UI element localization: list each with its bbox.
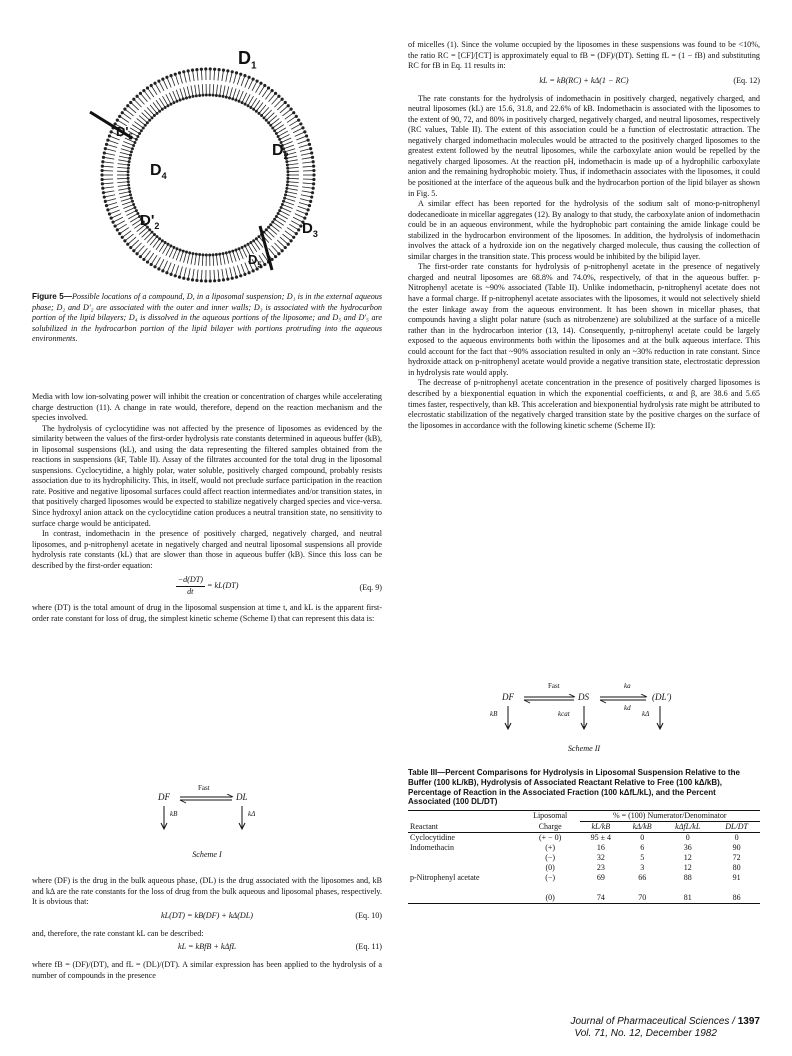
table-cell-c1: 32 — [596, 853, 605, 863]
table-cell-c3: 36 — [683, 843, 692, 853]
table-cell-c2: 66 — [638, 873, 647, 883]
table-cell-c3: 12 — [683, 853, 692, 863]
label-d2: $D_2$ — [272, 142, 289, 162]
left-paragraph-6: and, therefore, the rate constant kL can be described: — [32, 928, 204, 938]
scheme-1: Fast DF DL kB kΔ — [140, 784, 300, 844]
right-column — [408, 40, 760, 431]
left-column-lower — [32, 876, 382, 981]
table-cell-reactant — [408, 893, 521, 904]
scheme-1-caption: Scheme I — [192, 850, 222, 859]
left-paragraph-3: In contrast, indomethacin in the presence of positively charged, negatively charged, and neutral liposomes, and p-nitrophenyl acetate in negatively charged and neutral liposomal suspensions all provide hydrolysis rate constants (kL) that are slower than those in aqueous buffer (kB). Since this loss can be described by the first-order equation: — [32, 529, 382, 570]
table-cell-charge: (+ − 0) — [538, 833, 562, 843]
right-paragraph-2: The rate constants for the hydrolysis of indomethacin in positively charged, negatively charged, and neutral liposomes (kL) are 15.6, 31.8, and 22.6% of kB. Indomethacin is associated with the liposomes to the extent of 90, 72, and 80% in positively charged, negatively charged, and neutral liposomes, respectively (RC values, Table II). The extent of this association could be a function of electrostatic attraction. The negatively charged indomethacin molecules would be attracted to the positively charged liposomes to the greatest extent followed by the neutral liposomes, while the carboxylate anion would be repelled by the negatively charged liposomes. At the reaction pH, indomethacin is made up of a hydrophilic carboxylate anion and the remaining hydrophobic moiety. Thus, if indomethacin associates with the liposomes, it could be positioned at the interface of the aqueous bulk and the hydrocarbon portion of the lipid bilayer as shown in Fig. 5. — [408, 93, 760, 198]
table-cell-c3: 12 — [683, 863, 692, 873]
left-paragraph-5: where (DF) is the drug in the bulk aqueous phase, (DL) is the drug associated with the liposomes and, kB and kΔ are the rate constants for the loss of drug from the bulk aqueous and liposomal phases, respectively. It is obvious that: — [32, 876, 382, 907]
equation-10: kL(DT) = kB(DF) + kΔ(DL) (Eq. 10) — [161, 910, 382, 920]
journal-footer — [570, 1016, 760, 1040]
right-paragraph-5: The decrease of p-nitrophenyl acetate concentration in the presence of positively charged liposomes is described by a biexponential equation in which the exponential coefficients, α and β, are 38.6 and 5.65 times faster, respectively, than kB. This acceleration and biexponential hydrolysis rate might be attributed to elecrostatic stabilization of the negatively charged transition state by the positive charges on the surface of the liposomes in accordance with the following kinetic scheme (Scheme II): — [408, 378, 760, 430]
table-cell-c3: 88 — [683, 873, 692, 883]
header-kd-kb: kΔ/kB — [622, 822, 662, 833]
label-d2-prime: $D'_2$ — [140, 212, 160, 231]
table-cell-c2: 70 — [638, 893, 647, 903]
equation-11: kL = kBfB + kΔfL (Eq. 11) — [177, 942, 382, 952]
table-cell-charge: (0) — [545, 863, 555, 873]
header-charge-2: Charge — [521, 822, 580, 833]
table-cell-c2: 5 — [640, 853, 645, 863]
header-reactant: Reactant — [408, 811, 521, 833]
header-kl-kb: kL/kB — [580, 822, 623, 833]
label-d3: $D_3$ — [302, 220, 318, 239]
table-row — [408, 873, 760, 893]
header-kdfl-kl: kΔfL/kL — [662, 822, 713, 833]
table-cell-reactant — [408, 863, 521, 873]
volume-info: Vol. 71, No. 12, December 1982 — [574, 1028, 717, 1039]
label-d5: $D_5$ — [248, 252, 262, 270]
right-paragraph-3: A similar effect has been reported for the hydrolysis of the sodium salt of mono-p-nitrophenyl dodecanedioate in micellar aggregates (12). By analogy to that study, the carboxylate anion of indomethacin could be in an aqueous environment, while the hydrophobic part containing the amide linkage could be stabilized in the hydrocarbon environment of the liposomes. In addition, the hydrolysis of indomethacin involves the attack of a hydroxide ion on the negatively charged molecule, thus causing the collection of similar charges in the transition state. This process would be inhibited by the bilipid layer. — [408, 199, 760, 261]
table-3 — [408, 768, 760, 904]
table-cell-c4: 80 — [732, 863, 741, 873]
label-d1: $D_1$ — [238, 48, 257, 72]
table-cell-charge: (−) — [545, 873, 556, 883]
left-paragraph-7: where fB = (DF)/(DT), and fL = (DL)/(DT). A similar expression has been applied to the hydrolysis of a number of compounds in the presence — [32, 960, 382, 980]
header-charge-1: Liposomal — [533, 811, 568, 821]
table-cell-c1: 69 — [596, 873, 605, 883]
journal-name: Journal of Pharmaceutical Sciences / — [570, 1016, 735, 1027]
left-paragraph-2: The hydrolysis of cyclocytidine was not affected by the presence of liposomes as evidenced by the similarity between the values of the first-order hydrolysis rate constants determined in aqueous buffer (kB), in liposomal suspensions (kL), and using the data representing the filtered samples obtained from the reactions in suspensions (kF, Table II). Assay of the filtrates accounted for the total drug in the liposomal suspensions. Cyclocytidine, a highly polar, water soluble, positively charged compound, probably resists association due to its hydrophilicity. This, in itself, would not preclude surface participation in the reaction rate. Positive and negative liposomal surfaces could affect reaction intermediates and/or transition states, in that positively charged liposomes would be expected to stabilize negatively charged species and vice-versa. Since hydroxyl anion attack on the cyclocytidine cation produces a neutral transition state, no sensitivity to surface charge would be anticipated. — [32, 423, 382, 528]
right-paragraph-4: The first-order rate constants for hydrolysis of p-nitrophenyl acetate in the presence of negatively charged and neutral liposomes are 68.8% and 74.0%, respectively, of that in the aqueous buffer. p-Nitrophenyl acetate is ~90% associated (Table II). Unlike indomethacin, p-nitrophenyl acetate does not have a formal charge. If p-nitrophenyl acetate associates with the liposomes, it would not selectively shield the ester linkage away from the aqueous environment. It has been shown in micellar phases, that compounds having a slight polar nature (such as nitrobenzene) are solubilized at the surface of a micelle rather than in the hydrocarbon interior (13, 14). Consequently, p-nitrophenyl acetate could be largely exposed to the aqueous environments both within the liposomes and at the bulk aqueous interface. This could account for the fact that ~90% association resulted in only an ~30% reduction in rate constant. Since hydroxide attack on p-nitrophenyl acetate would provide a negative transition state, electrostatic depression in hydrolysis rate would apply. — [408, 262, 760, 377]
page-number: 1397 — [737, 1016, 760, 1027]
table-cell-c2: 3 — [640, 863, 645, 873]
table-cell-c4: 91 — [732, 873, 741, 883]
header-dl-dt: DL/DT — [713, 822, 760, 833]
figure-5 — [60, 40, 360, 285]
table-cell-charge: (0) — [545, 893, 555, 903]
header-group: % = (100) Numerator/Denominator — [580, 811, 761, 822]
lipid-bilayer — [100, 67, 315, 282]
table-cell-c4: 72 — [732, 853, 741, 863]
table-cell-c1: 16 — [596, 843, 605, 853]
table-cell-c3: 81 — [683, 893, 692, 903]
table-cell-c1: 23 — [596, 863, 605, 873]
scheme-2-caption: Scheme II — [567, 744, 601, 753]
equation-9: $\frac{-d(DT)}{dt}$ = kL(DT) (Eq. 9) — [177, 575, 382, 596]
equation-12: kL = kB(RC) + kΔ(1 − RC) (Eq. 12) — [539, 75, 760, 85]
caption-text: Possible locations of a compound, D, in a liposomal suspension; D₁ is in the external aqueous phase; D₂ and D'₂ are associated with the outer and inner walls; D₃ is associated with the hydrocarbon portion of the lipid bilayers; D₄ is dissolved in the aqueous portions of the liposome; and D₅ and D'₅ are solubilized in the hydrocarbon portion of the lipid bilayer with portions protruding into the aqueous environments. — [32, 292, 382, 344]
table-cell-c2: 0 — [640, 833, 645, 843]
table-row — [408, 863, 760, 873]
table-title: Table III—Percent Comparisons for Hydrolysis in Liposomal Suspension Relative to the Buffer (100 kL/kB), Hydrolysis of Associated Reactant Relative to Free (100 kΔ/kB), Percentage of Reaction in the Associated Fraction (100 kΔfL/kL), and the Percent Associated (100 DL/DT) — [408, 768, 740, 807]
table-row — [408, 843, 760, 853]
table-cell-charge: (+) — [545, 843, 556, 853]
liposome-diagram — [60, 40, 360, 285]
figure-caption — [32, 292, 382, 345]
table-cell-reactant: Cyclocytidine — [410, 833, 455, 843]
scheme-2: Fast ka DF DS (DL') kd kB kcat kΔ — [496, 682, 696, 742]
label-d5-prime: $D'_5$ — [116, 124, 133, 142]
right-paragraph-1: of micelles (1). Since the volume occupied by the liposomes in these suspensions was found to be <10%, the ratio RC = [CF]/[CT] is approximately equal to fB = (DF)/(DT). Setting fL = (1 − fB) and substituting RC for fB in Eq. 11 results in: — [408, 40, 760, 71]
table-row — [408, 853, 760, 863]
table-cell-c2: 6 — [640, 843, 645, 853]
table-cell-c4: 0 — [734, 833, 739, 843]
caption-label: Figure 5— — [32, 292, 72, 301]
left-paragraph-4: where (DT) is the total amount of drug in the liposomal suspension at time t, and kL is the apparent first-order rate constant for loss of drug, the simplest kinetic scheme (Scheme I) that can represent this data is: — [32, 603, 382, 623]
table-cell-reactant: Indomethacin — [410, 843, 454, 853]
table-cell-reactant: p-Nitrophenyl acetate — [410, 873, 480, 883]
table-row — [408, 833, 760, 844]
table-cell-c4: 86 — [732, 893, 741, 903]
left-paragraph-1: Media with low ion-solvating power will inhibit the creation or concentration of charges while accelerating charge destruction (11). A change in rate would, therefore, depend on the reaction mechanism and the species involved. — [32, 392, 382, 423]
table-cell-charge: (−) — [545, 853, 556, 863]
table-cell-reactant — [408, 853, 521, 863]
left-column — [32, 392, 382, 624]
table-cell-c1: 95 ± 4 — [590, 833, 612, 843]
table-row — [408, 893, 760, 904]
table-cell-c3: 0 — [685, 833, 690, 843]
table-cell-c4: 90 — [732, 843, 741, 853]
label-d4: $D_4$ — [150, 162, 167, 182]
table-cell-c1: 74 — [596, 893, 605, 903]
